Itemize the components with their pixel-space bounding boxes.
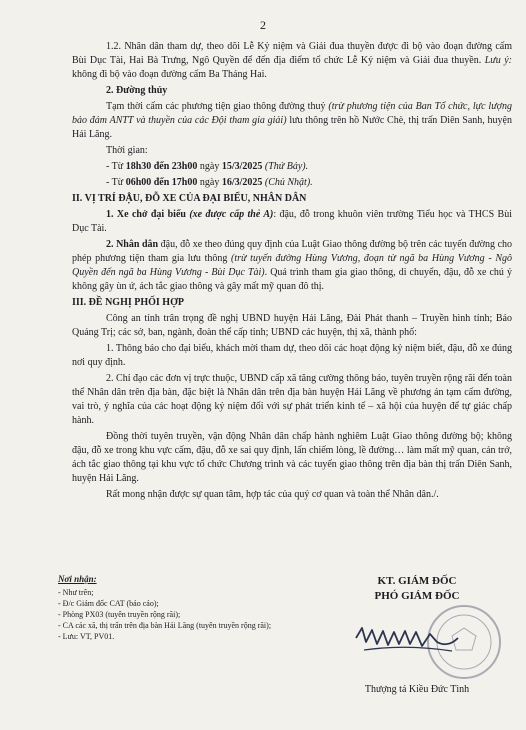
note-label: Lưu ý: bbox=[484, 55, 512, 66]
heading-coordination: III. ĐỀ NGHỊ PHỐI HỢP bbox=[72, 297, 184, 308]
time-line-2: - Từ 06h00 đến 17h00 ngày 16/3/2025 (Chủ Nhật). bbox=[106, 177, 313, 188]
paragraph-coordination-intro: Công an tỉnh trân trọng đề nghị UBND huyện Hải Lăng, Đài Phát thanh – Truyền hình tỉnh; Báo Quảng Trị; các sở, ban, ngành, đoàn thể cấp tỉnh; UBND các huyện, thị xã, thành phố: bbox=[72, 313, 512, 338]
handwritten-signature bbox=[356, 628, 458, 646]
recipients-title: Nơi nhận: bbox=[58, 574, 97, 584]
signature-title-2: PHÓ GIÁM ĐỐC bbox=[374, 590, 460, 602]
document-body bbox=[72, 40, 512, 504]
paragraph-coordination-1: 1. Thông báo cho đại biểu, khách mời tham dự, theo dõi các hoạt động kỷ niệm biết, đậu, đỗ xe đúng nơi quy định. bbox=[72, 343, 512, 368]
time-line-1: - Từ 18h30 đến 23h00 ngày 15/3/2025 (Thứ Bảy). bbox=[106, 161, 309, 172]
paragraph-coordination-2: 2. Chỉ đạo các đơn vị trực thuộc, UBND cấp xã tăng cường thông báo, tuyên truyền rộng rãi đến toàn thể Nhân dân trên địa bàn, đặc biệt là Nhân dân trên địa bàn huyện Hải Lăng về phương án tạm cấm đường, vai trò, ý nghĩa của các hoạt động kỷ niệm đối với sự phát triển kinh tế – xã hội của huyện để tự giác chấp hành. bbox=[72, 373, 512, 426]
recipient-item: - Lưu: VT, PV01. bbox=[58, 632, 115, 641]
signature-area bbox=[312, 604, 522, 684]
paragraph-closing: Rất mong nhận được sự quan tâm, hợp tác của quý cơ quan và toàn thể Nhân dân./. bbox=[106, 489, 439, 500]
signature-title-1: KT. GIÁM ĐỐC bbox=[377, 575, 457, 587]
recipient-item: - CA các xã, thị trấn trên địa bàn Hải Lăng (tuyên truyền rộng rãi); bbox=[58, 621, 272, 630]
recipient-item: - Như trên; bbox=[58, 588, 94, 597]
paragraph-delegate-parking: 1. Xe chở đại biểu (xe được cấp thẻ A): đậu, đỗ trong khuôn viên trường Tiểu học và THCS Bùi Dục Tài. bbox=[72, 209, 512, 234]
heading-parking: II. VỊ TRÍ ĐẬU, ĐỖ XE CỦA ĐẠI BIỂU, NHÂN DÂN bbox=[72, 193, 307, 204]
time-label: Thời gian: bbox=[106, 145, 148, 156]
paragraph-coordination-3: Đồng thời tuyên truyền, vận động Nhân dân chấp hành nghiêm Luật Giao thông đường bộ; không đậu, đỗ xe trong khu vực cấm, đậu, đỗ xe sai quy định, lấn chiếm lòng, lề đường… làm mất mỹ quan, cản trở, ách tắc giao thông tại khu vực tổ chức Chương trình và các tuyến giao thông trên địa bàn thị trấn Diên Sanh, huyện Hải Lăng. bbox=[72, 431, 512, 484]
recipients-block bbox=[58, 574, 318, 642]
signature-graphic bbox=[312, 604, 522, 684]
paragraph-public-parking: 2. Nhân dân đậu, đỗ xe theo đúng quy định của Luật Giao thông đường bộ trên các tuyến đường cho phép phương tiện tham gia lưu thông (trừ tuyến đường Hùng Vương, đoạn từ ngã ba Hùng Vương - Ngô Quyền đến ngã ba Hùng Vương - Bùi Dục Tài). Quá trình tham gia giao thông, di chuyển, đậu, đỗ xe chú ý không gây ùn ứ, ách tắc giao thông và gây mất mỹ quan đô thị. bbox=[72, 239, 513, 292]
paragraph-waterway: Tạm thời cấm các phương tiện giao thông đường thuỷ (trừ phương tiện của Ban Tổ chức, lực lượng bảo đảm ANTT và thuyền của các Đội tham gia giải) lưu thông trên hồ Nước Chè, thị trấn Diên Sanh, huyện Hải Lăng. bbox=[72, 101, 513, 140]
recipient-item: - Đ/c Giám đốc CAT (báo cáo); bbox=[58, 599, 159, 608]
paragraph-1-2: 1.2. Nhân dân tham dự, theo dõi Lễ Kỷ niệm và Giải đua thuyền được đi bộ vào đoạn đường cấm Bùi Dục Tài, Hai Bà Trưng, Ngô Quyền để đến địa điểm tổ chức Lễ Kỷ niệm và Giải đua thuyền. Lưu ý: không đi bộ vào đoạn đường cấm Ba Tháng Hai. bbox=[72, 41, 512, 80]
recipient-item: - Phòng PX03 (tuyên truyền rộng rãi); bbox=[58, 610, 181, 619]
heading-waterway: 2. Đường thủy bbox=[106, 85, 168, 96]
page-number: 2 bbox=[260, 18, 266, 32]
signature-block bbox=[312, 574, 522, 695]
signer-name: Thượng tá Kiều Đức Tình bbox=[364, 684, 470, 695]
